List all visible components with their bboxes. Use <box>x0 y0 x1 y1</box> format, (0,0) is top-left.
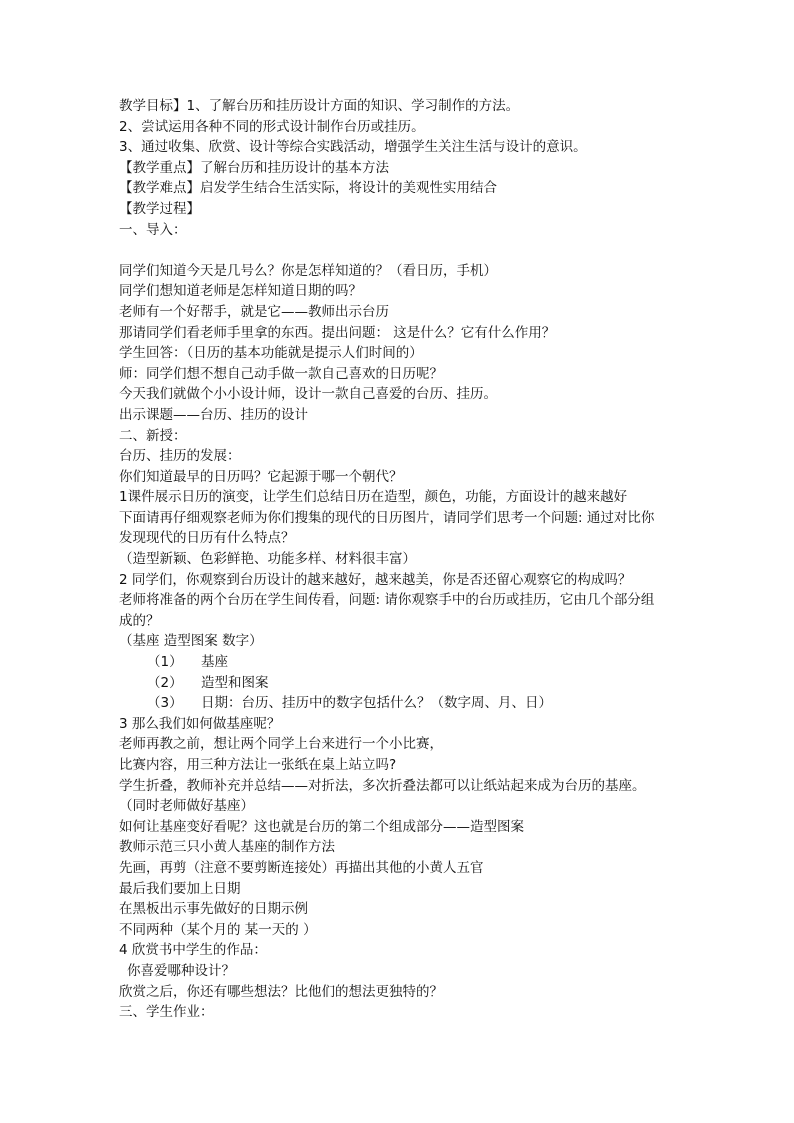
text-line: 在黑板出示事先做好的日期示例 <box>119 901 308 918</box>
text-line: 今天我们就做个小小设计师，设计一款自己喜爱的台历、挂历。 <box>119 386 497 403</box>
text-line: 先画，再剪（注意不要剪断连接处）再描出其他的小黄人五官 <box>119 859 484 876</box>
text-line: 师：同学们想不想自己动手做一款自己喜欢的日历呢？ <box>119 365 443 382</box>
process-heading: 【教学过程】 <box>119 200 200 217</box>
key-point-line: 【教学重点】了解台历和挂历设计的基本方法 <box>119 159 389 176</box>
text-line: 3 那么我们如何做基座呢？ <box>119 715 281 732</box>
text-line: （造型新颖、色彩鲜艳、功能多样、材料很丰富） <box>119 551 416 568</box>
text-line: 教师示范三只小黄人基座的制作方法 <box>119 839 335 856</box>
text-line: 2 同学们，你观察到台历设计的越来越好，越来越美，你是否还留心观察它的构成吗？ <box>119 571 632 588</box>
text-line: 比赛内容，用三种方法让一张纸在桌上站立吗? <box>119 757 397 773</box>
list-number: （3） <box>147 695 183 712</box>
difficulty-line: 【教学难点】启发学生结合生活实际，将设计的美观性实用结合 <box>119 180 497 197</box>
list-text: 基座 <box>201 654 228 671</box>
text-line: 不同两种（某个月的 某一天的 ） <box>119 921 317 938</box>
text-line: 同学们想知道老师是怎样知道日期的吗？ <box>119 283 362 300</box>
text-line: 你们知道最早的日历吗？它起源于哪一个朝代？ <box>119 468 403 485</box>
list-item <box>119 652 719 673</box>
document-body <box>119 96 719 1023</box>
blank-line <box>119 240 719 261</box>
text-line: 4 欣赏书中学生的作品： <box>119 942 267 959</box>
text-line: 老师将准备的两个台历在学生间传看，问题: 请你观察手中的台历或挂历，它由几个部分组 <box>119 592 655 609</box>
text-line: 老师再教之前，想让两个同学上台来进行一个小比赛， <box>119 736 443 753</box>
list-item <box>119 693 719 714</box>
objective-line-2: 2、尝试运用各种不同的形式设计制作台历或挂历。 <box>119 118 425 135</box>
text-line: 成的？ <box>119 612 160 629</box>
list-text: 日期：台历、挂历中的数字包括什么？（数字周、月、日） <box>201 695 552 712</box>
objective-line-1: 教学目标】1、了解台历和挂历设计方面的知识、学习制作的方法。 <box>119 98 520 114</box>
list-text: 造型和图案 <box>201 674 269 691</box>
list-number: （2） <box>147 674 183 691</box>
text-line: 出示课题——台历、挂历的设计 <box>119 406 308 423</box>
list-item <box>119 673 719 694</box>
section-new-heading: 二、新授： <box>119 427 187 444</box>
text-line: 如何让基座变好看呢？这也就是台历的第二个组成部分——造型图案 <box>119 818 524 835</box>
objective-line-3: 3、通过收集、欣赏、设计等综合实践活动，增强学生关注生活与设计的意识。 <box>119 139 587 156</box>
text-line: 老师有一个好帮手，就是它——教师出示台历 <box>119 303 389 320</box>
text-line: 学生回答：（日历的基本功能就是提示人们时间的） <box>119 345 423 362</box>
list-number: （1） <box>147 654 183 671</box>
text-line: 发现现代的日历有什么特点？ <box>119 530 295 547</box>
text-line: 下面请再仔细观察老师为你们搜集的现代的日历图片，请同学们思考一个问题: 通过对比你 <box>119 509 655 526</box>
text-line: 1课件展示日历的演变，让学生们总结日历在造型，颜色，功能，方面设计的越来越好 <box>119 489 628 506</box>
text-line: 那请同学们看老师手里拿的东西。提出问题： 这是什么？它有什么作用？ <box>119 324 556 341</box>
text-line: 台历、挂历的发展： <box>119 448 241 465</box>
text-line: （同时老师做好基座） <box>119 798 254 815</box>
text-line: 欣赏之后，你还有哪些想法？比他们的想法更独特的？ <box>119 983 443 1000</box>
text-line: 最后我们要加上日期 <box>119 880 241 897</box>
section-homework-heading: 三、学生作业： <box>119 1004 214 1021</box>
text-line: 同学们知道今天是几号么？你是怎样知道的？（看日历，手机） <box>119 262 497 279</box>
text-line: 学生折叠，教师补充并总结——对折法，多次折叠法都可以让纸站起来成为台历的基座。 <box>119 777 646 794</box>
text-line: （基座 造型图案 数字） <box>119 633 263 650</box>
text-line: 你喜爱哪种设计？ <box>127 962 235 979</box>
section-intro-heading: 一、导入： <box>119 221 187 238</box>
